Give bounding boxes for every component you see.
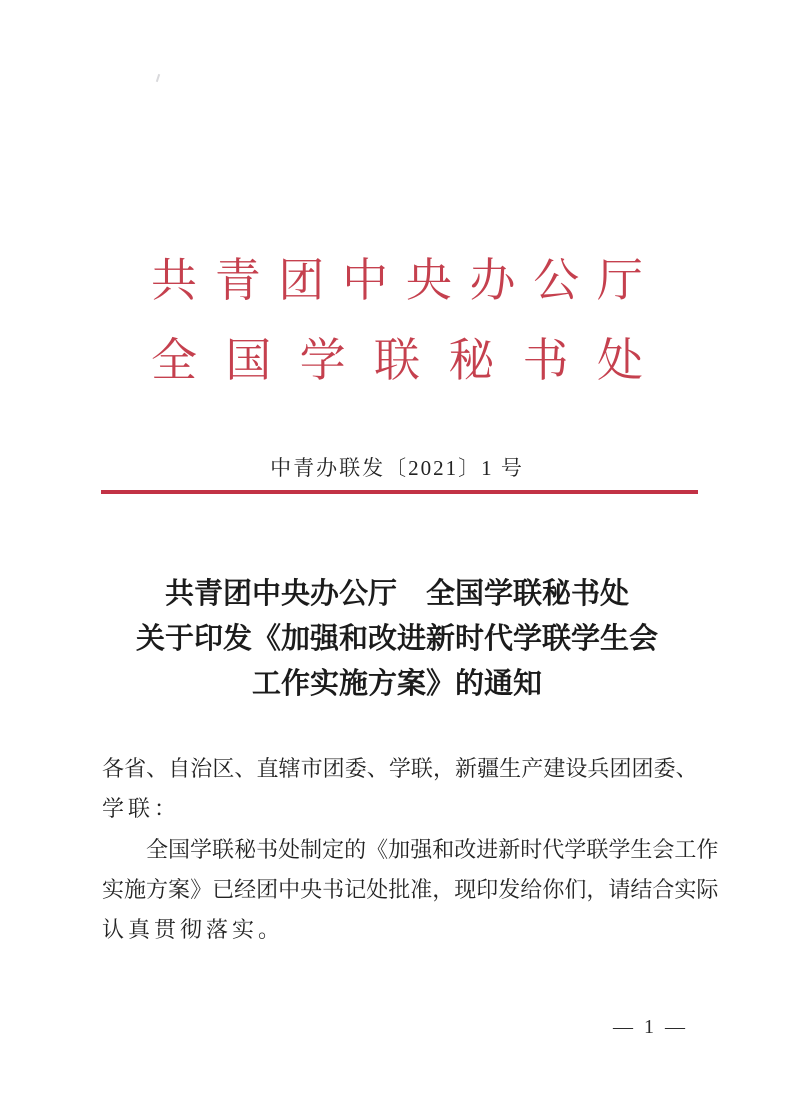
letterhead-line-2: 全 国 学 联 秘 书 处 xyxy=(151,335,643,386)
salutation-line-1: 各 省 、 自 治 区 、 直 辖 市 团 委 、 学 联 ， 新 疆 生 产 建 设 兵 团 团 委 、 xyxy=(102,756,698,781)
notice-title-line-2: 关于印发《加强和改进新时代学联学生会 xyxy=(135,623,658,655)
notice-title-line-3: 工作实施方案》的通知 xyxy=(251,668,542,700)
notice-title-line-1: 共青团中央办公厅 全国学联秘书处 xyxy=(164,578,629,610)
scan-artifact xyxy=(156,74,160,82)
letterhead-line-1: 共 青 团 中 央 办 公 厅 xyxy=(151,255,643,306)
page-number: — 1 — xyxy=(613,1016,688,1038)
notice-title xyxy=(0,572,794,707)
paragraph-line-3: 认真贯彻落实。 xyxy=(102,917,285,942)
letterhead xyxy=(151,255,643,386)
red-separator-rule xyxy=(101,490,698,494)
paragraph-line-2: 实 施 方 案 》 已 经 团 中 央 书 记 处 批 准 ， 现 印 发 给 你 们 ， 请 结 合 实 际 xyxy=(102,877,719,902)
document-number: 中青办联发〔2021〕1 号 xyxy=(270,456,524,480)
salutation-line-2: 学联： xyxy=(102,796,181,821)
paragraph-line-1: 全 国 学 联 秘 书 处 制 定 的 《 加 强 和 改 进 新 时 代 学 联 学 生 会 工 作 xyxy=(146,837,719,862)
